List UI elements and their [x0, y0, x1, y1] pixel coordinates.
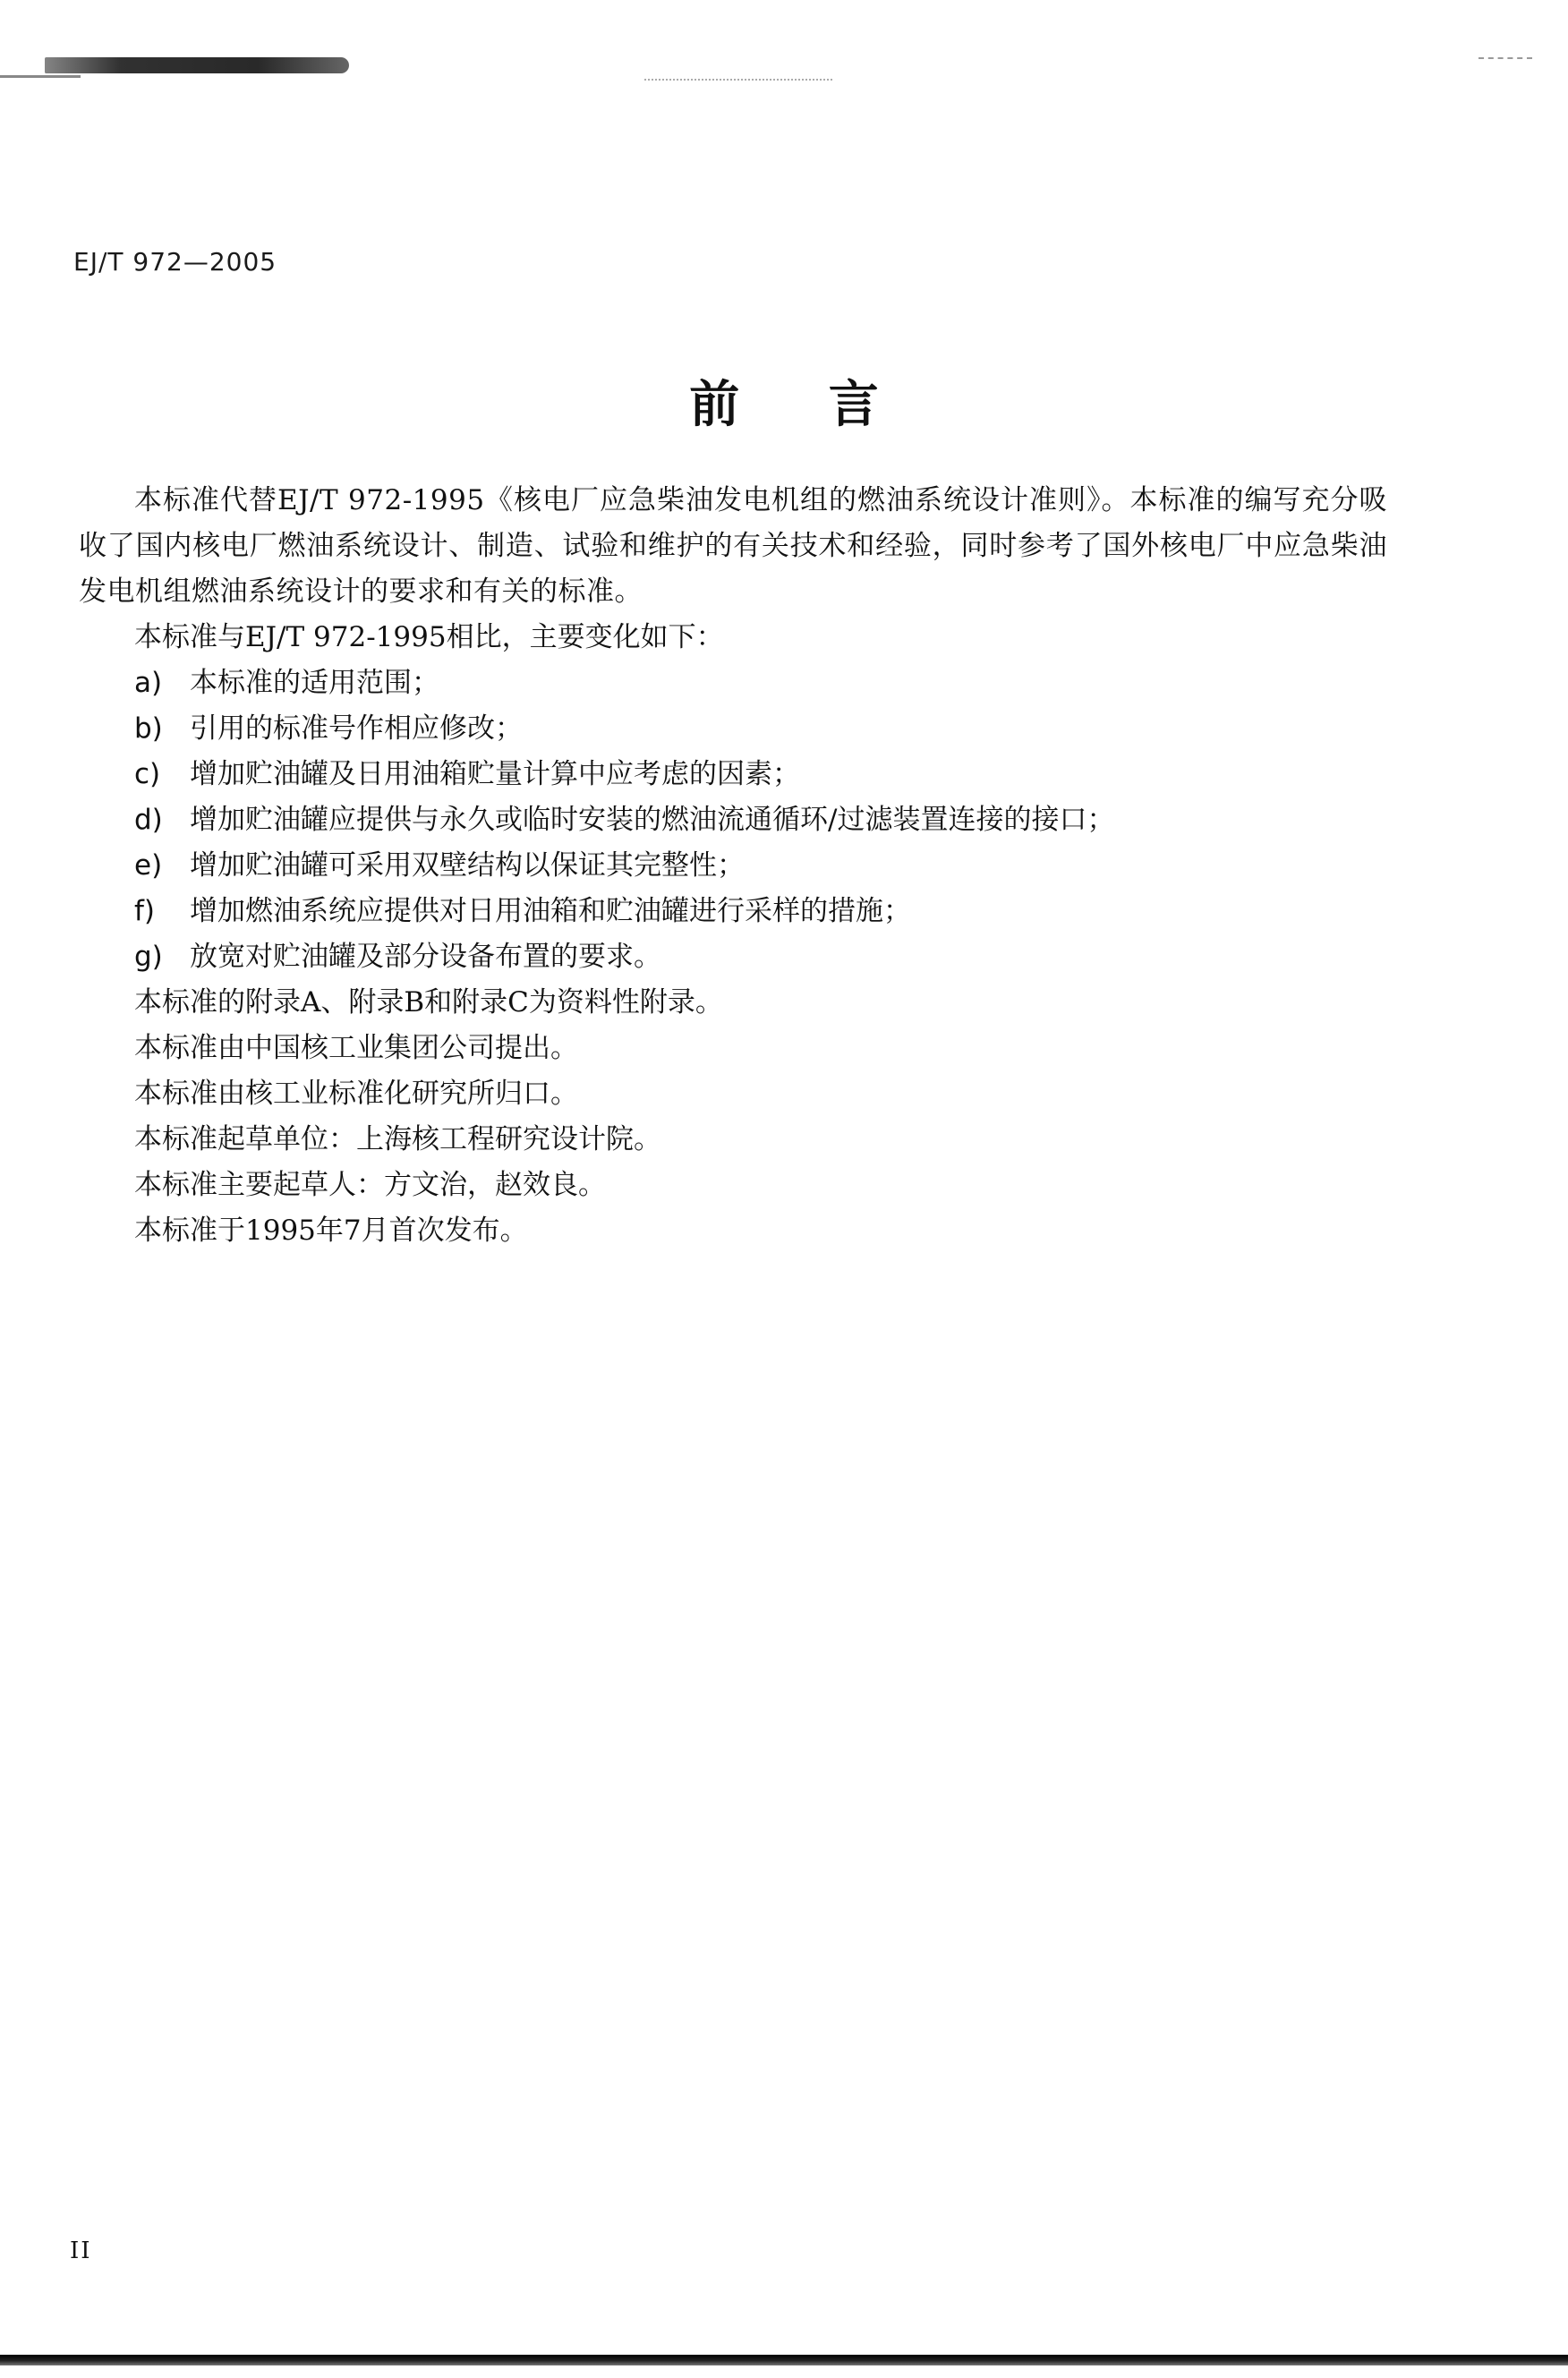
change-item [79, 752, 1387, 797]
changes-intro: 本标准与EJ/T 972-1995相比，主要变化如下： [134, 621, 724, 653]
change-item [79, 797, 1387, 843]
change-item [79, 706, 1387, 752]
scan-artifact-top-left-line [0, 75, 81, 78]
page-number: II [70, 2237, 92, 2264]
scan-artifact-top-left [45, 57, 349, 73]
change-marker: a) [134, 667, 163, 699]
change-item [79, 661, 1387, 706]
change-text: 增加贮油罐可采用双壁结构以保证其完整性； [190, 849, 745, 882]
page-title: 前 言 [689, 376, 915, 434]
change-text: 增加贮油罐应提供与永久或临时安装的燃油流通循环/过滤装置连接的接口； [190, 804, 1115, 836]
change-marker: c) [134, 758, 161, 790]
scan-artifact-top-right [1479, 57, 1532, 61]
proposer-statement: 本标准由中国核工业集团公司提出。 [134, 1032, 578, 1064]
scan-artifact-bottom-edge [0, 2355, 1568, 2365]
change-text: 增加贮油罐及日用油箱贮量计算中应考虑的因素； [190, 758, 800, 790]
change-marker: e) [134, 849, 163, 882]
first-release-statement: 本标准于1995年7月首次发布。 [134, 1215, 528, 1247]
scan-artifact-top-middle [644, 79, 832, 82]
change-marker: f) [134, 895, 156, 927]
change-item [79, 889, 1387, 934]
change-marker: g) [134, 941, 163, 973]
change-text: 本标准的适用范围； [190, 667, 439, 699]
change-text: 增加燃油系统应提供对日用油箱和贮油罐进行采样的措施； [190, 895, 911, 927]
foreword-body [79, 478, 1387, 1254]
change-text: 放宽对贮油罐及部分设备布置的要求。 [190, 941, 661, 973]
change-item [79, 843, 1387, 889]
change-text: 引用的标准号作相应修改； [190, 712, 523, 745]
appendix-statement: 本标准的附录A、附录B和附录C为资料性附录。 [134, 986, 723, 1019]
responsible-unit-statement: 本标准由核工业标准化研究所归口。 [134, 1078, 578, 1110]
standard-code: EJ/T 972—2005 [73, 247, 277, 277]
intro-paragraph: 本标准代替EJ/T 972-1995《核电厂应急柴油发电机组的燃油系统设计准则》。本标准的编写充分吸收了国内核电厂燃油系统设计、制造、试验和维护的有关技术和经验，同时参考了国外核电厂中应急柴油发电机组燃油系统设计的要求和有关的标准。 [79, 484, 1387, 608]
change-item [79, 934, 1387, 980]
drafters-statement: 本标准主要起草人：方文治，赵效良。 [134, 1169, 606, 1201]
change-marker: d) [134, 804, 163, 836]
drafting-unit-statement: 本标准起草单位：上海核工程研究设计院。 [134, 1123, 661, 1155]
change-marker: b) [134, 712, 163, 745]
